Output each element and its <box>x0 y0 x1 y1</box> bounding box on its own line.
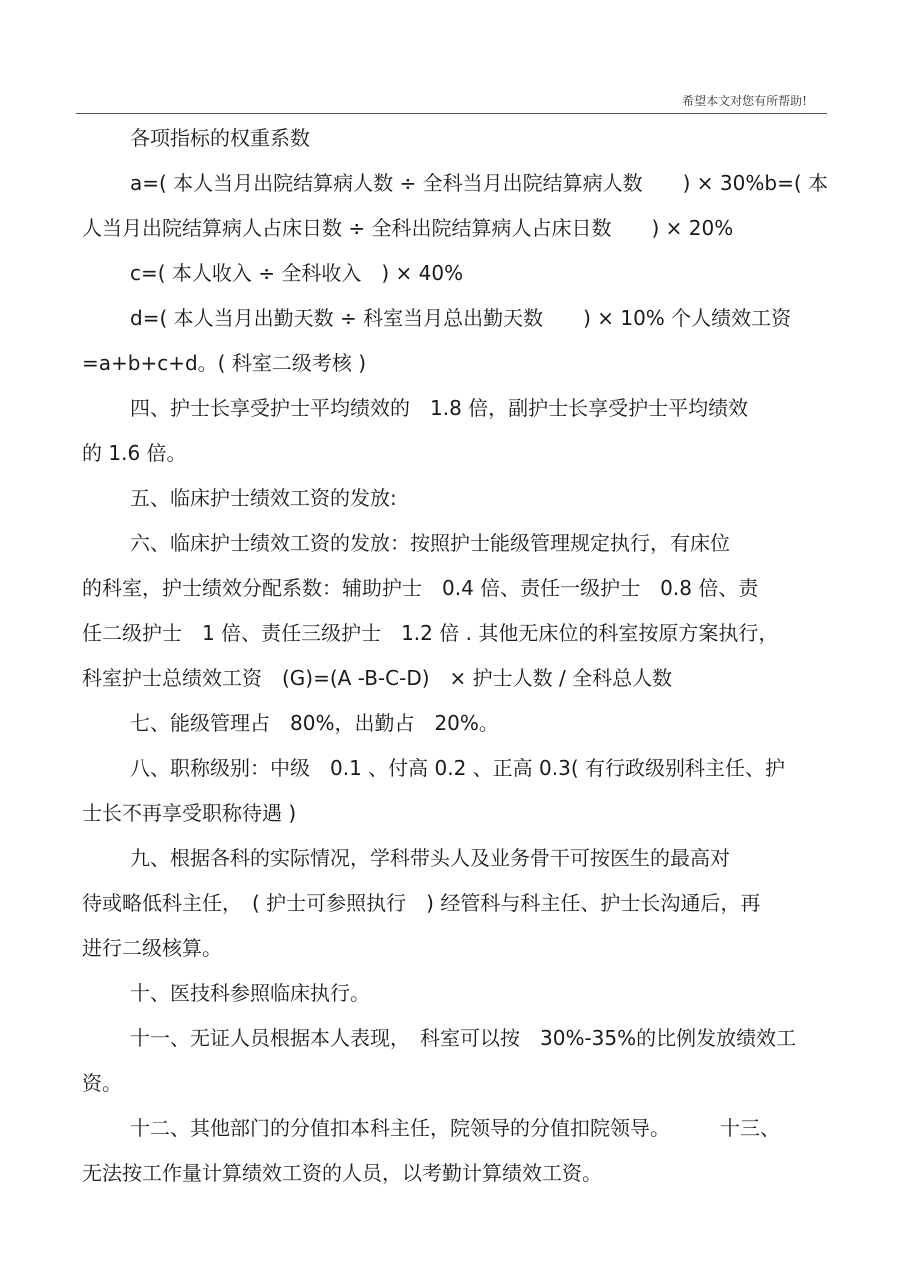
text-line: 八、职称级别：中级 0.1 、付高 0.2 、正高 0.3( 有行政级别科主任、护 <box>130 756 786 780</box>
text-line: 的 1.6 倍。 <box>82 441 187 465</box>
text-line: 任二级护士 1 倍、责任三级护士 1.2 倍 . 其他无床位的科室按原方案执行， <box>82 621 779 645</box>
text-line: 资。 <box>82 1071 122 1095</box>
header-note: 希望本文对您有所帮助! <box>682 94 807 108</box>
text-line: 九、根据各科的实际情况，学科带头人及业务骨干可按医生的最高对 <box>130 846 730 870</box>
text-line: 七、能级管理占 80%，出勤占 20%。 <box>130 711 499 735</box>
text-line: 十、医技科参照临床执行。 <box>130 981 370 1005</box>
text-line: 十一、无证人员根据本人表现， 科室可以按 30%-35%的比例发放绩效工 <box>130 1026 797 1050</box>
text-line: a=( 本人当月出院结算病人数 ÷ 全科当月出院结算病人数 ) × 30%b=( 本 <box>130 171 828 195</box>
text-line: 待或略低科主任， ( 护士可参照执行 ) 经管科与科主任、护士长沟通后，再 <box>82 891 761 915</box>
text-line: 各项指标的权重系数 <box>130 126 310 150</box>
text-line: 十二、其他部门的分值扣本科主任，院领导的分值扣院领导。 十三、 <box>130 1116 780 1140</box>
text-line: d=( 本人当月出勤天数 ÷ 科室当月总出勤天数 ) × 10% 个人绩效工资 <box>130 306 792 330</box>
text-line: 五、临床护士绩效工资的发放: <box>130 486 397 510</box>
text-line: 进行二级核算。 <box>82 936 222 960</box>
text-line: 无法按工作量计算绩效工资的人员，以考勤计算绩效工资。 <box>82 1161 602 1185</box>
text-line: 的科室，护士绩效分配系数：辅助护士 0.4 倍、责任一级护士 0.8 倍、责 <box>82 576 759 600</box>
text-line: =a+b+c+d。( 科室二级考核 ) <box>82 351 366 375</box>
text-line: 士长不再享受职称待遇 ) <box>82 801 297 825</box>
text-line: 六、临床护士绩效工资的发放：按照护士能级管理规定执行，有床位 <box>130 531 730 555</box>
text-line: 科室护士总绩效工资 (G)=(A -B-C-D) × 护士人数 / 全科总人数 <box>82 666 673 690</box>
text-line: 四、护士长享受护士平均绩效的 1.8 倍，副护士长享受护士平均绩效 <box>130 396 749 420</box>
header-divider <box>76 113 827 114</box>
document-body <box>82 116 828 1196</box>
text-line: 人当月出院结算病人占床日数 ÷ 全科出院结算病人占床日数 ) × 20% <box>82 216 734 240</box>
text-line: c=( 本人收入 ÷ 全科收入 ) × 40% <box>130 261 464 285</box>
